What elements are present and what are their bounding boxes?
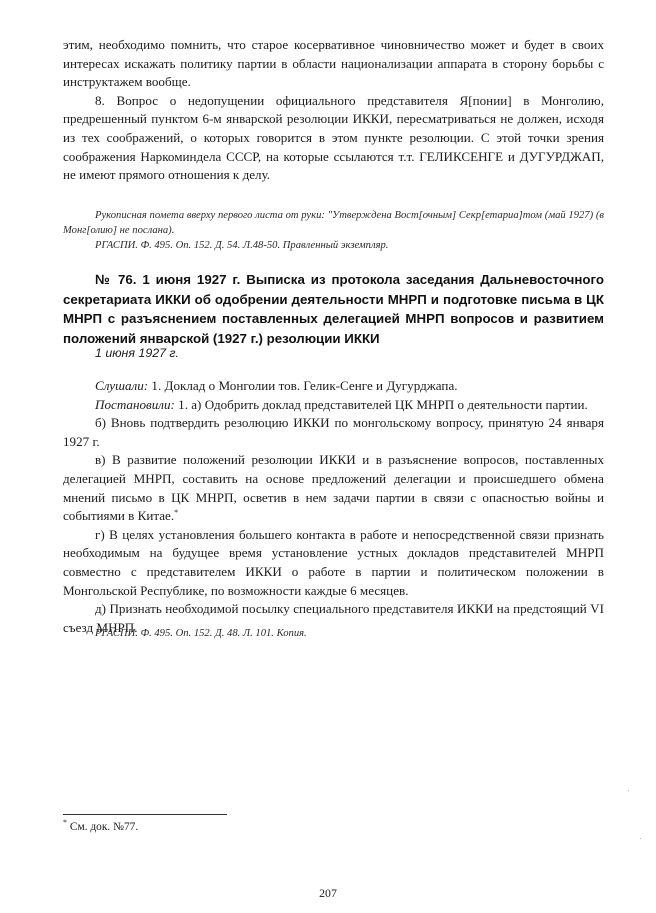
page-number: 207 xyxy=(319,886,337,900)
heard-label: Слушали: xyxy=(95,378,149,393)
item-v xyxy=(63,451,604,525)
item-g: г) В целях установления большего контакта в работе и непосредственной связи признать необходимым на будущее время установление устных докладов представителей МНРП совместно с представителем ИККИ о работе в партии и политическом положении в Монгольской Республике, по возможности каждые 6 месяцев. xyxy=(63,526,604,598)
heard-text: 1. Доклад о Монголии тов. Гелик-Сенге и Дугурджапа. xyxy=(151,378,458,393)
item-v-text: в) В развитие положений резолюции ИККИ и в разъяснение вопросов, поставленных делегацией МНРП, составить на основе предложений делегации и происшедшего обмена мнений письмо в ЦК МНРП, осветив в нем задачи партии в связи с опасностью войны и событиями в Китае. xyxy=(63,452,604,524)
resolved-text: 1. а) Одобрить доклад представителей ЦК МНРП о деятельности партии. xyxy=(178,396,588,412)
resolved-line xyxy=(63,396,604,415)
footnote-marker: * xyxy=(174,508,179,518)
footnote-mark: * xyxy=(63,818,67,827)
bottom-source-block xyxy=(63,626,604,641)
footnote-divider xyxy=(63,814,227,815)
resolved-label: Постановили: xyxy=(95,396,175,412)
archival-note-block xyxy=(63,208,604,253)
archive-source-top: РГАСПИ. Ф. 495. Оп. 152. Д. 54. Л.48-50. Правленный экземпляр. xyxy=(95,240,389,251)
heard-line xyxy=(63,377,604,396)
item-b: б) Вновь подтвердить резолюцию ИККИ по монгольскому вопросу, принятую 24 января 1927 г. xyxy=(63,415,604,449)
protocol-body xyxy=(63,377,604,637)
footnote-text: См. док. №77. xyxy=(69,821,139,833)
archive-source-bottom: РГАСПИ. Ф. 495. Оп. 152. Д. 48. Л. 101. Копия. xyxy=(95,628,307,639)
scan-speck xyxy=(640,838,641,839)
footnote xyxy=(63,818,139,833)
paragraph-8: 8. Вопрос о недопущении официального представителя Я[понии] в Монголию, предрешенный пунктом 6-м январской резолюции ИККИ, пересматриваться не должен, исходя из тех соображений, о которых говорится в этом пункте резолюции. С этой точки зрения соображения Наркоминдела СССР, на которые ссылаются т.т. ГЕЛИКСЕНГЕ и ДУГУРДЖАП, не имеют прямого отношения к делу. xyxy=(63,92,604,183)
document-date-block xyxy=(63,346,604,360)
handwritten-note: Рукописная помета вверху первого листа от руки: "Утверждена Вост[очным] Секр[етариа]том (май 1927) (в Монг[олию] не послана). xyxy=(63,210,604,236)
document-heading-block xyxy=(63,270,604,348)
item-d: д) Признать необходимой посылку специального представителя ИККИ на предстоящий VI съезд МНРП. xyxy=(63,601,604,635)
top-section xyxy=(63,36,604,185)
scan-speck xyxy=(628,790,629,791)
document-date: 1 июня 1927 г. xyxy=(95,346,179,360)
document-heading: № 76. 1 июня 1927 г. Выписка из протокола заседания Дальневосточного секретариата ИККИ об одобрении деятельности МНРП и подготовке письма в ЦК МНРП с разъяснением поставленных делегацией МНРП вопросов и развитием положений январской (1927 г.) резолюции ИККИ xyxy=(63,272,604,346)
continuation-paragraph: этим, необходимо помнить, что старое косервативное чиновничество может и будет в своих интересах искажать политику партии в области национализации аппарата в сторону борьбы с инструктажем вообще. xyxy=(63,37,604,90)
